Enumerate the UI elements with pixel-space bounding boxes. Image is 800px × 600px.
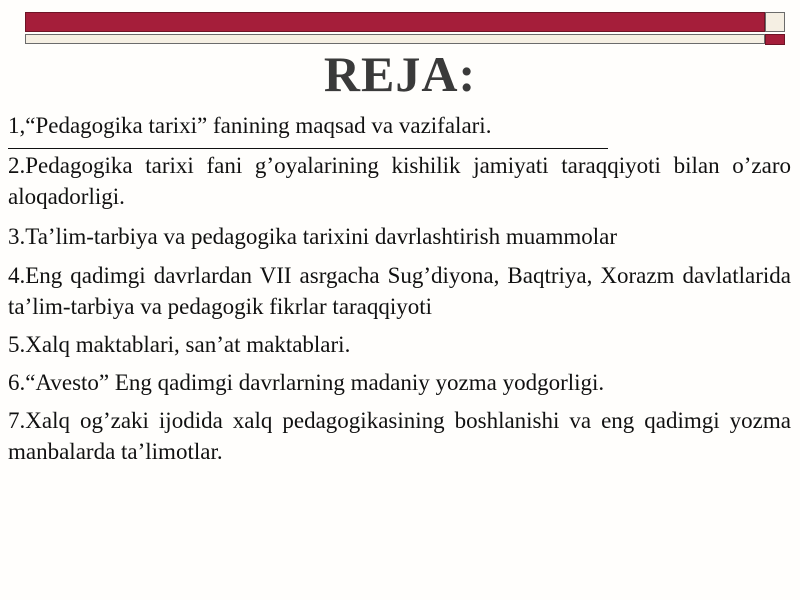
slide-title: REJA: bbox=[323, 46, 477, 102]
plan-item-5: 5.Xalq maktablari, san’at maktablari. bbox=[8, 332, 351, 357]
divider-line bbox=[8, 148, 608, 149]
header-light-bar bbox=[25, 34, 765, 44]
plan-item-1: 1,“Pedagogika tarixi” fanining maqsad va vazifalari. bbox=[8, 113, 492, 138]
plan-item-2: 2.Pedagogika tarixi fani g’oyalarining kishilik jamiyati taraqqiyoti bilan o’zaro aloqadorligi. bbox=[8, 153, 791, 209]
plan-item-7: 7.Xalq og’zaki ijodida xalq pedagogikasining boshlanishi va eng qadimgi yozma manbalarda ta’limotlar. bbox=[8, 408, 791, 464]
header-corner-square-accent bbox=[765, 34, 785, 45]
plan-item-6: 6.“Avesto” Eng qadimgi davrlarning madaniy yozma yodgorligi. bbox=[8, 370, 605, 395]
plan-item-3: 3.Ta’lim-tarbiya va pedagogika tarixini davrlashtirish muammolar bbox=[8, 224, 617, 249]
header-corner-square-light bbox=[765, 12, 785, 32]
header-accent-bar bbox=[25, 12, 765, 32]
plan-list bbox=[8, 110, 791, 467]
plan-item-4: 4.Eng qadimgi davrlardan VII asrgacha Sug’diyona, Baqtriya, Xorazm davlatlarida ta’lim-tarbiya va pedagogik fikrlar taraqqiyoti bbox=[8, 263, 791, 319]
